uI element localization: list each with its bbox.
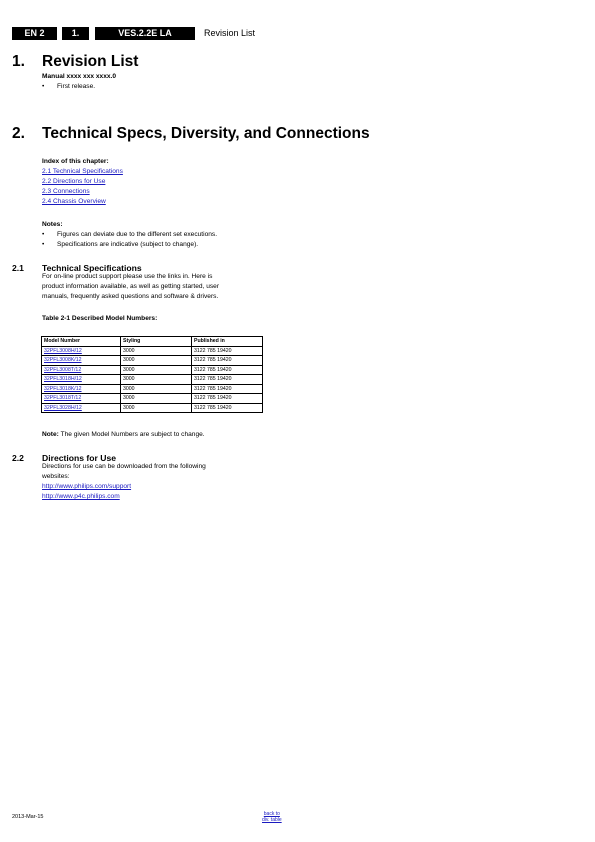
sub22-body: Directions for use can be downloaded from the following websites: http://www.philips.com/support http://www.p4c.philips.com [42, 463, 206, 500]
index-link-chassis-overview[interactable]: 2.4 Chassis Overview [42, 198, 106, 205]
list-item: • Figures can deviate due to the different set executions. [42, 231, 218, 238]
styling-cell: 3000 [121, 394, 192, 404]
model-number-link[interactable]: 32PFL3008T/12 [42, 365, 121, 375]
sub22-number: 2.2 [12, 453, 24, 463]
index-heading: Index of this chapter: [42, 158, 109, 165]
table-caption: Table 2-1 Described Model Numbers: [42, 315, 158, 322]
table-row [42, 394, 263, 404]
notes-heading: Notes: [42, 221, 63, 228]
published-cell: 3122 785 19420 [192, 384, 263, 394]
manual-reference: Manual xxxx xxx xxxx.0 [42, 73, 117, 80]
table-row [42, 375, 263, 385]
table-row [42, 346, 263, 356]
column-header-published-in: Published in [192, 337, 263, 347]
sub22-title: Directions for Use [42, 453, 117, 463]
section1-number: 1. [12, 53, 25, 70]
sub21-body: For on-line product support please use the links in. Here is product information available, as well as getting started, user manuals, frequently asked questions and software & drivers. [42, 273, 220, 300]
table-row [42, 356, 263, 366]
sub21-number: 2.1 [12, 263, 24, 273]
header-title: Revision List [204, 28, 256, 38]
published-cell: 3122 785 19420 [192, 394, 263, 404]
styling-cell: 3000 [121, 346, 192, 356]
note-label: Note: [42, 431, 59, 438]
footer-date: 2013-Mar-15 [12, 814, 44, 820]
table-header-row [42, 337, 263, 347]
table-row [42, 403, 263, 413]
column-header-model-number: Model Number [42, 337, 121, 347]
model-number-link[interactable]: 32PFL3018H/12 [42, 375, 121, 385]
table-note [42, 430, 205, 440]
back-to-div-table-link[interactable]: back to div. table [262, 811, 282, 823]
header-page-code: EN 2 [12, 27, 57, 40]
table-row [42, 384, 263, 394]
list-item: • First release. [42, 83, 96, 90]
section2-title: Technical Specs, Diversity, and Connections [42, 125, 370, 142]
header-section-number: 1. [62, 27, 89, 40]
styling-cell: 3000 [121, 384, 192, 394]
styling-cell: 3000 [121, 365, 192, 375]
section1-title: Revision List [42, 53, 139, 70]
published-cell: 3122 785 19420 [192, 375, 263, 385]
index-link-technical-specifications[interactable]: 2.1 Technical Specifications [42, 168, 123, 175]
table-row [42, 365, 263, 375]
model-number-link[interactable]: 32PFL3018K/12 [42, 384, 121, 394]
column-header-styling: Styling [121, 337, 192, 347]
published-cell: 3122 785 19420 [192, 403, 263, 413]
model-number-link[interactable]: 32PFL3008H/12 [42, 346, 121, 356]
notes-list [42, 230, 217, 250]
link-p4c-philips[interactable]: http://www.p4c.philips.com [42, 493, 120, 500]
styling-cell: 3000 [121, 375, 192, 385]
published-cell: 3122 785 19420 [192, 346, 263, 356]
list-item: • Specifications are indicative (subject to change). [42, 241, 199, 248]
section2-number: 2. [12, 125, 25, 142]
model-number-link[interactable]: 32PFL3008K/12 [42, 356, 121, 366]
note-text: The given Model Numbers are subject to change. [58, 431, 205, 438]
styling-cell: 3000 [121, 356, 192, 366]
section1-bullets [42, 82, 95, 92]
sub21-title: Technical Specifications [42, 263, 142, 273]
chapter-index [42, 167, 123, 207]
model-number-link[interactable]: 32PFL3018T/12 [42, 394, 121, 404]
published-cell: 3122 785 19420 [192, 365, 263, 375]
header-chassis: VES.2.2E LA [95, 27, 195, 40]
styling-cell: 3000 [121, 403, 192, 413]
model-number-link[interactable]: 32PFL3028H/12 [42, 403, 121, 413]
index-link-directions-for-use[interactable]: 2.2 Directions for Use [42, 178, 106, 185]
link-philips-support[interactable]: http://www.philips.com/support [42, 483, 132, 490]
index-link-connections[interactable]: 2.3 Connections [42, 188, 90, 195]
published-cell: 3122 785 19420 [192, 356, 263, 366]
model-numbers-table [41, 336, 263, 413]
